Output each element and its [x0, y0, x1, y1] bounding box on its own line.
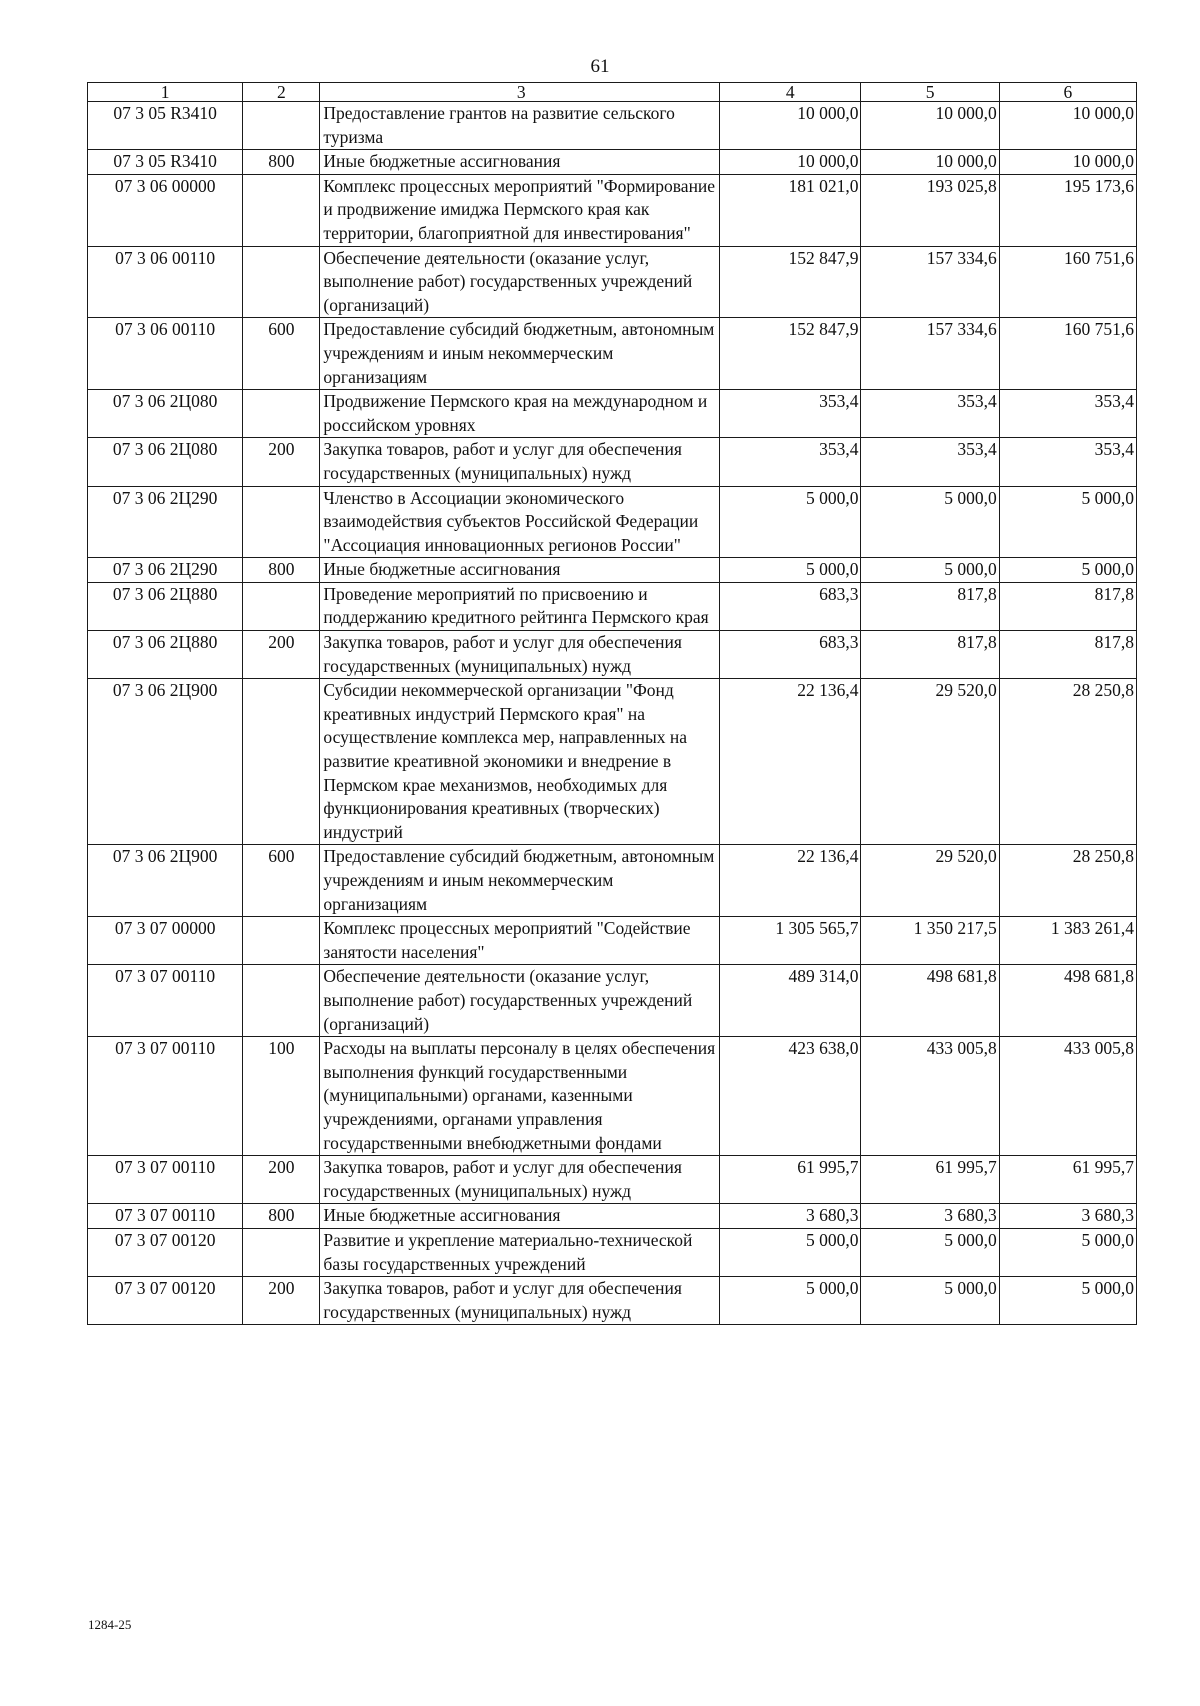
header-col-4: 4 [720, 83, 861, 102]
table-row [88, 438, 1137, 486]
cell-value-col6: 10 000,0 [999, 150, 1136, 175]
cell-description: Предоставление субсидий бюджетным, автономным учреждениям и иным некоммерческим организациям [320, 845, 720, 917]
cell-code: 07 3 07 00110 [88, 1204, 243, 1229]
cell-value-col5: 3 680,3 [861, 1204, 999, 1229]
table-row [88, 631, 1137, 679]
cell-description: Предоставление грантов на развитие сельского туризма [320, 102, 720, 150]
cell-value-col6: 433 005,8 [999, 1037, 1136, 1156]
table-row [88, 246, 1137, 318]
cell-value-col4: 5 000,0 [720, 558, 861, 583]
cell-value-col4: 22 136,4 [720, 845, 861, 917]
table-row [88, 390, 1137, 438]
cell-value-col6: 1 383 261,4 [999, 917, 1136, 965]
cell-value-col6: 195 173,6 [999, 174, 1136, 246]
cell-expense-type [243, 486, 320, 558]
cell-description: Обеспечение деятельности (оказание услуг, выполнение работ) государственных учреждений (организаций) [320, 965, 720, 1037]
cell-value-col4: 1 305 565,7 [720, 917, 861, 965]
table-row [88, 679, 1137, 845]
cell-description: Закупка товаров, работ и услуг для обеспечения государственных (муниципальных) нужд [320, 1156, 720, 1204]
cell-code: 07 3 07 00120 [88, 1277, 243, 1325]
cell-expense-type [243, 246, 320, 318]
table-row [88, 174, 1137, 246]
cell-description: Обеспечение деятельности (оказание услуг, выполнение работ) государственных учреждений (организаций) [320, 246, 720, 318]
cell-value-col6: 5 000,0 [999, 486, 1136, 558]
cell-value-col4: 423 638,0 [720, 1037, 861, 1156]
table-row [88, 102, 1137, 150]
cell-description: Комплекс процессных мероприятий "Формирование и продвижение имиджа Пермского края как территории, благоприятной для инвестирования" [320, 174, 720, 246]
cell-value-col5: 1 350 217,5 [861, 917, 999, 965]
header-col-2: 2 [243, 83, 320, 102]
cell-value-col5: 157 334,6 [861, 246, 999, 318]
cell-value-col4: 10 000,0 [720, 102, 861, 150]
table-row [88, 486, 1137, 558]
cell-expense-type [243, 390, 320, 438]
cell-expense-type [243, 102, 320, 150]
cell-code: 07 3 06 2Ц080 [88, 438, 243, 486]
cell-value-col6: 353,4 [999, 390, 1136, 438]
cell-code: 07 3 06 2Ц900 [88, 845, 243, 917]
table-row [88, 1277, 1137, 1325]
table-body [88, 102, 1137, 1325]
cell-value-col6: 61 995,7 [999, 1156, 1136, 1204]
cell-value-col5: 353,4 [861, 438, 999, 486]
cell-value-col6: 498 681,8 [999, 965, 1136, 1037]
table-row [88, 318, 1137, 390]
budget-table [87, 82, 1137, 1325]
cell-value-col6: 5 000,0 [999, 558, 1136, 583]
header-row [88, 83, 1137, 102]
cell-code: 07 3 06 00000 [88, 174, 243, 246]
cell-value-col6: 10 000,0 [999, 102, 1136, 150]
cell-code: 07 3 07 00110 [88, 1156, 243, 1204]
cell-value-col5: 61 995,7 [861, 1156, 999, 1204]
cell-description: Субсидии некоммерческой организации "Фонд креативных индустрий Пермского края" на осуществление комплекса мер, направленных на развитие креативной экономики и внедрение в Пермском крае механизмов, необходимых для функционирования креативных (творческих) индустрий [320, 679, 720, 845]
cell-description: Иные бюджетные ассигнования [320, 558, 720, 583]
cell-description: Закупка товаров, работ и услуг для обеспечения государственных (муниципальных) нужд [320, 1277, 720, 1325]
header-col-6: 6 [999, 83, 1136, 102]
cell-expense-type: 200 [243, 1156, 320, 1204]
cell-code: 07 3 06 2Ц290 [88, 558, 243, 583]
cell-code: 07 3 07 00120 [88, 1228, 243, 1276]
cell-code: 07 3 06 2Ц080 [88, 390, 243, 438]
cell-expense-type: 800 [243, 1204, 320, 1229]
cell-code: 07 3 06 00110 [88, 246, 243, 318]
cell-value-col5: 10 000,0 [861, 102, 999, 150]
cell-description: Предоставление субсидий бюджетным, автономным учреждениям и иным некоммерческим организациям [320, 318, 720, 390]
cell-value-col4: 353,4 [720, 390, 861, 438]
cell-value-col4: 181 021,0 [720, 174, 861, 246]
cell-expense-type: 800 [243, 150, 320, 175]
cell-value-col6: 5 000,0 [999, 1228, 1136, 1276]
cell-value-col6: 353,4 [999, 438, 1136, 486]
cell-description: Иные бюджетные ассигнования [320, 1204, 720, 1229]
cell-value-col5: 353,4 [861, 390, 999, 438]
cell-description: Продвижение Пермского края на международном и российском уровнях [320, 390, 720, 438]
cell-value-col5: 157 334,6 [861, 318, 999, 390]
cell-value-col6: 817,8 [999, 582, 1136, 630]
cell-value-col5: 5 000,0 [861, 1228, 999, 1276]
cell-code: 07 3 06 2Ц880 [88, 582, 243, 630]
cell-expense-type [243, 174, 320, 246]
cell-description: Развитие и укрепление материально-технической базы государственных учреждений [320, 1228, 720, 1276]
cell-value-col6: 160 751,6 [999, 318, 1136, 390]
document-code: 1284-25 [88, 1617, 132, 1632]
cell-expense-type: 200 [243, 438, 320, 486]
cell-value-col6: 5 000,0 [999, 1277, 1136, 1325]
cell-value-col4: 683,3 [720, 631, 861, 679]
cell-description: Комплекс процессных мероприятий "Содействие занятости населения" [320, 917, 720, 965]
cell-value-col4: 152 847,9 [720, 318, 861, 390]
cell-value-col5: 817,8 [861, 631, 999, 679]
cell-value-col5: 193 025,8 [861, 174, 999, 246]
table-row [88, 845, 1137, 917]
cell-value-col6: 3 680,3 [999, 1204, 1136, 1229]
cell-description: Иные бюджетные ассигнования [320, 150, 720, 175]
cell-value-col5: 498 681,8 [861, 965, 999, 1037]
cell-code: 07 3 07 00110 [88, 1037, 243, 1156]
cell-description: Проведение мероприятий по присвоению и поддержанию кредитного рейтинга Пермского края [320, 582, 720, 630]
cell-value-col6: 160 751,6 [999, 246, 1136, 318]
cell-value-col4: 489 314,0 [720, 965, 861, 1037]
cell-expense-type: 800 [243, 558, 320, 583]
cell-description: Расходы на выплаты персоналу в целях обеспечения выполнения функций государственными (муниципальными) органами, казенными учреждениями, органами управления государственными внебюджетными фондами [320, 1037, 720, 1156]
cell-value-col5: 29 520,0 [861, 679, 999, 845]
cell-value-col5: 433 005,8 [861, 1037, 999, 1156]
table-row [88, 150, 1137, 175]
cell-value-col6: 817,8 [999, 631, 1136, 679]
table-row [88, 917, 1137, 965]
cell-expense-type [243, 679, 320, 845]
cell-code: 07 3 07 00110 [88, 965, 243, 1037]
cell-code: 07 3 05 R3410 [88, 150, 243, 175]
cell-expense-type [243, 917, 320, 965]
cell-value-col4: 353,4 [720, 438, 861, 486]
cell-value-col4: 5 000,0 [720, 486, 861, 558]
cell-value-col4: 22 136,4 [720, 679, 861, 845]
cell-value-col4: 5 000,0 [720, 1228, 861, 1276]
cell-value-col4: 10 000,0 [720, 150, 861, 175]
cell-description: Закупка товаров, работ и услуг для обеспечения государственных (муниципальных) нужд [320, 438, 720, 486]
cell-value-col5: 5 000,0 [861, 486, 999, 558]
cell-value-col6: 28 250,8 [999, 845, 1136, 917]
cell-code: 07 3 05 R3410 [88, 102, 243, 150]
header-col-3: 3 [320, 83, 720, 102]
table-row [88, 1228, 1137, 1276]
cell-value-col4: 3 680,3 [720, 1204, 861, 1229]
cell-description: Закупка товаров, работ и услуг для обеспечения государственных (муниципальных) нужд [320, 631, 720, 679]
cell-expense-type: 600 [243, 845, 320, 917]
table-row [88, 1156, 1137, 1204]
table-row [88, 558, 1137, 583]
cell-expense-type: 100 [243, 1037, 320, 1156]
cell-value-col5: 29 520,0 [861, 845, 999, 917]
cell-code: 07 3 07 00000 [88, 917, 243, 965]
table-row [88, 965, 1137, 1037]
cell-value-col4: 683,3 [720, 582, 861, 630]
table-row [88, 1037, 1137, 1156]
cell-value-col5: 817,8 [861, 582, 999, 630]
page-number: 61 [590, 56, 610, 77]
cell-value-col4: 152 847,9 [720, 246, 861, 318]
cell-code: 07 3 06 00110 [88, 318, 243, 390]
cell-expense-type: 200 [243, 631, 320, 679]
cell-description: Членство в Ассоциации экономического взаимодействия субъектов Российской Федерации "Ассоциация инновационных регионов России" [320, 486, 720, 558]
cell-expense-type [243, 1228, 320, 1276]
cell-expense-type: 600 [243, 318, 320, 390]
header-col-1: 1 [88, 83, 243, 102]
cell-value-col4: 5 000,0 [720, 1277, 861, 1325]
cell-expense-type [243, 965, 320, 1037]
cell-value-col5: 10 000,0 [861, 150, 999, 175]
cell-code: 07 3 06 2Ц290 [88, 486, 243, 558]
cell-expense-type [243, 582, 320, 630]
cell-code: 07 3 06 2Ц900 [88, 679, 243, 845]
cell-value-col5: 5 000,0 [861, 558, 999, 583]
cell-value-col5: 5 000,0 [861, 1277, 999, 1325]
table-row [88, 582, 1137, 630]
cell-value-col6: 28 250,8 [999, 679, 1136, 845]
table-row [88, 1204, 1137, 1229]
header-col-5: 5 [861, 83, 999, 102]
cell-value-col4: 61 995,7 [720, 1156, 861, 1204]
cell-code: 07 3 06 2Ц880 [88, 631, 243, 679]
cell-expense-type: 200 [243, 1277, 320, 1325]
